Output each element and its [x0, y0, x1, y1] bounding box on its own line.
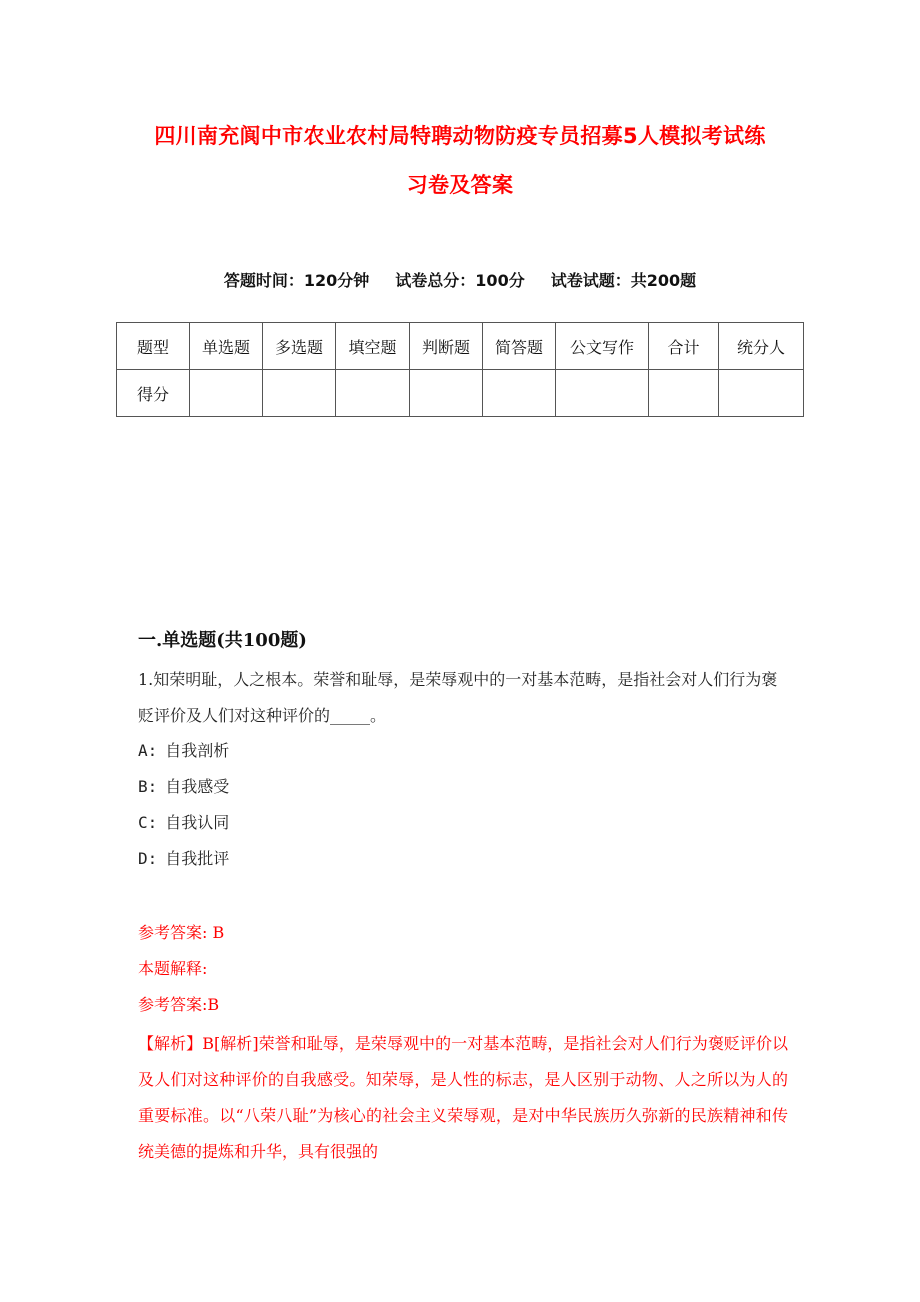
question-stem: 1.知荣明耻，人之根本。荣誉和耻辱，是荣辱观中的一对基本范畴，是指社会对人们行为褒贬评价及人们对这种评价的_____。	[138, 670, 778, 725]
option-letter: B:	[138, 777, 158, 796]
score-table-header-cell: 单选题	[190, 323, 263, 370]
analysis-text: B[解析]荣誉和耻辱，是荣辱观中的一对基本范畴，是指社会对人们行为褒贬评价以及人们对这种评价的自我感受。知荣辱，是人性的标志，是人区别于动物、人之所以为人的重要标准。以“八荣八耻”为核心的社会主义荣辱观，是对中华民族历久弥新的民族精神和传统美德的提炼和升华，具有很强的	[138, 1034, 788, 1161]
score-table-header-cell: 题型	[117, 323, 190, 370]
score-table-header-cell: 公文写作	[556, 323, 649, 370]
score-cell-total	[649, 370, 719, 417]
analysis-paragraph	[138, 1026, 788, 1170]
option-text: 自我认同	[165, 813, 230, 832]
score-table-header-cell: 统分人	[719, 323, 804, 370]
score-table-header-cell: 判断题	[410, 323, 483, 370]
score-cell-fill-blank	[336, 370, 410, 417]
explanation-label: 本题解释:	[138, 959, 208, 978]
option-letter: A:	[138, 741, 158, 760]
score-cell-single-choice	[190, 370, 263, 417]
section-heading: 一.单选题(共100题)	[138, 630, 307, 651]
analysis-tag: 【解析】	[138, 1034, 203, 1053]
score-cell-true-false	[410, 370, 483, 417]
option-letter: C:	[138, 813, 158, 832]
option-b	[138, 775, 229, 799]
score-table-header-cell: 合计	[649, 323, 719, 370]
score-cell-scorer	[719, 370, 804, 417]
option-text: 自我批评	[165, 849, 230, 868]
exam-meta	[0, 268, 920, 291]
option-d	[138, 847, 229, 871]
exam-total-questions: 试卷试题：共200题	[550, 271, 697, 290]
exam-time: 答题时间：120分钟	[223, 271, 370, 290]
score-row-label: 得分	[117, 370, 190, 417]
score-table-header-cell: 多选题	[263, 323, 336, 370]
score-table-header-row	[117, 323, 804, 370]
reference-answer-repeat: 参考答案:B	[138, 995, 220, 1014]
score-cell-multiple-choice	[263, 370, 336, 417]
option-a	[138, 739, 229, 763]
score-table	[116, 322, 804, 417]
reference-answer: 参考答案: B	[138, 923, 225, 942]
score-table-header-cell: 填空题	[336, 323, 410, 370]
score-cell-short-answer	[483, 370, 556, 417]
score-table-score-row	[117, 370, 804, 417]
score-cell-official-writing	[556, 370, 649, 417]
option-letter: D:	[138, 849, 158, 868]
document-title-line-1: 四川南充阆中市农业农村局特聘动物防疫专员招募5人模拟考试练	[154, 124, 766, 148]
document-title-line-2: 习卷及答案	[406, 173, 514, 197]
exam-total-score: 试卷总分：100分	[395, 271, 525, 290]
option-text: 自我感受	[165, 777, 230, 796]
option-c	[138, 811, 229, 835]
option-text: 自我剖析	[165, 741, 230, 760]
score-table-header-cell: 简答题	[483, 323, 556, 370]
